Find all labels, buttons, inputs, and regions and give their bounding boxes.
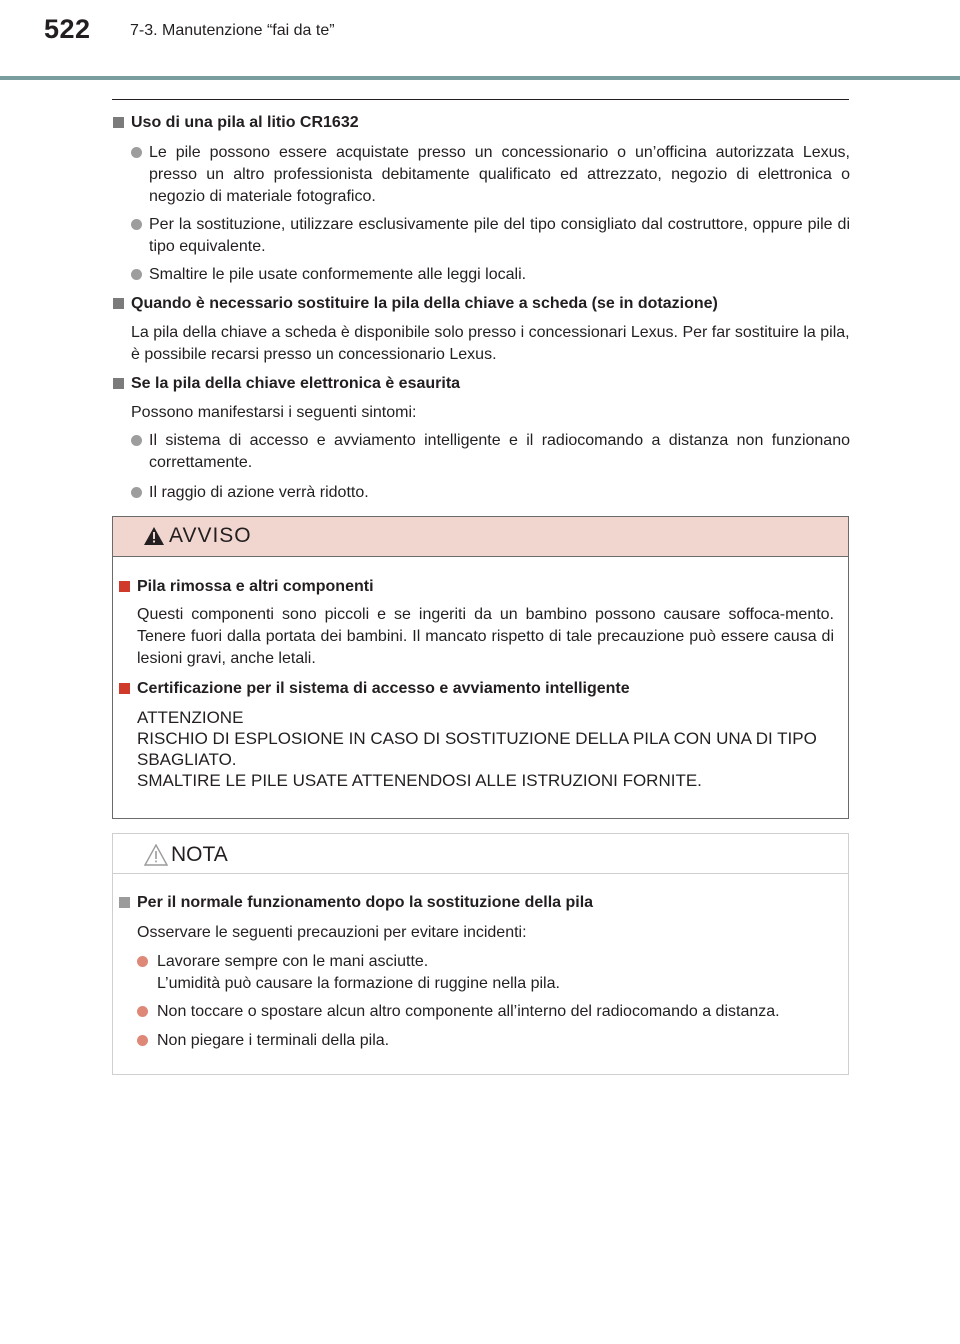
bullet-dot-icon xyxy=(131,435,142,446)
section-heading: Se la pila della chiave elettronica è esaurita xyxy=(113,373,850,395)
warning-item-text: Questi componenti sono piccoli e se ingeriti da un bambino possono causare soffoca-mento. Tenere fuori dalla portata dei bambini. Il mancato rispetto di tale precauzione può essere causa di lesioni gravi, anche letali. xyxy=(137,606,834,667)
section-title: 7-3. Manutenzione “fai da te” xyxy=(130,22,335,39)
header-rule xyxy=(0,76,960,80)
list-item-text: Lavorare sempre con le mani asciutte. xyxy=(157,953,429,970)
list-item-text: Per la sostituzione, utilizzare esclusivamente pile del tipo consigliato dal costruttore, oppure pile di tipo equivalente. xyxy=(149,216,850,255)
list-item-text: Le pile possono essere acquistate presso un concessionario o un’officina autorizzata Lexus, presso un altro professionista debitamente qualificato ed attrezzato, negozio di elettronica o negozio di materiale fotografico. xyxy=(149,144,850,205)
list-item-text: Il sistema di accesso e avviamento intelligente e il radiocomando a distanza non funzionano correttamente. xyxy=(149,432,850,471)
paragraph: Possono manifestarsi i seguenti sintomi: xyxy=(131,404,417,421)
warning-caps-line: SMALTIRE LE PILE USATE ATTENENDOSI ALLE ISTRUZIONI FORNITE. xyxy=(137,771,702,790)
list-item-text: Non toccare o spostare alcun altro componente all’interno del radiocomando a distanza. xyxy=(157,1003,780,1020)
list-item xyxy=(113,142,850,208)
section-heading: Uso di una pila al litio CR1632 xyxy=(113,112,850,134)
bullet-dot-icon xyxy=(131,487,142,498)
notice-title: NOTA xyxy=(171,843,228,866)
square-bullet-icon xyxy=(113,117,124,128)
warning-box xyxy=(112,516,849,819)
lithium-section xyxy=(113,112,850,134)
list-item-text: Il raggio di azione verrà ridotto. xyxy=(149,484,369,501)
warning-title: AVVISO xyxy=(169,524,252,547)
list-item xyxy=(113,214,850,258)
section-heading: Quando è necessario sostituire la pila della chiave a scheda (se in dotazione) xyxy=(113,293,850,315)
caution-triangle-icon xyxy=(144,844,168,866)
bullet-dot-icon xyxy=(137,956,148,967)
notice-box xyxy=(112,833,849,1075)
list-item xyxy=(113,482,850,504)
bullet-dot-icon xyxy=(131,147,142,158)
list-item-text: Non piegare i terminali della pila. xyxy=(157,1032,390,1049)
square-bullet-icon xyxy=(119,897,130,908)
list-item xyxy=(113,1001,848,1023)
list-item xyxy=(113,430,850,474)
warning-item-heading: Pila rimossa e altri componenti xyxy=(113,576,848,598)
square-bullet-icon xyxy=(113,378,124,389)
warning-caps-line: RISCHIO DI ESPLOSIONE IN CASO DI SOSTITUZIONE DELLA PILA CON UNA DI TIPO SBAGLIATO. xyxy=(137,729,817,769)
page-number: 522 xyxy=(44,14,91,44)
warning-triangle-icon xyxy=(144,527,164,545)
card-key-section xyxy=(113,293,850,315)
notice-heading: Per il normale funzionamento dopo la sostituzione della pila xyxy=(113,892,848,914)
list-item xyxy=(113,951,848,995)
content-top-rule xyxy=(112,99,849,100)
paragraph: La pila della chiave a scheda è disponibile solo presso i concessionari Lexus. Per far sostituire la pila, è possibile recarsi presso un concessionario Lexus. xyxy=(131,324,850,363)
depleted-section xyxy=(113,373,850,395)
list-item-subtext: L’umidità può causare la formazione di ruggine nella pila. xyxy=(157,975,560,992)
bullet-dot-icon xyxy=(131,219,142,230)
list-item xyxy=(113,264,850,286)
square-bullet-icon xyxy=(113,298,124,309)
notice-header xyxy=(113,834,848,874)
bullet-dot-icon xyxy=(131,269,142,280)
warning-header xyxy=(113,517,848,557)
warning-caps-line: ATTENZIONE xyxy=(137,708,244,727)
list-item xyxy=(113,1030,848,1052)
square-bullet-icon xyxy=(119,581,130,592)
notice-intro: Osservare le seguenti precauzioni per evitare incidenti: xyxy=(137,924,527,941)
warning-item-heading: Certificazione per il sistema di accesso e avviamento intelligente xyxy=(113,678,848,700)
page-header xyxy=(0,0,960,80)
bullet-dot-icon xyxy=(137,1006,148,1017)
bullet-dot-icon xyxy=(137,1035,148,1046)
list-item-text: Smaltire le pile usate conformemente alle leggi locali. xyxy=(149,266,527,283)
square-bullet-icon xyxy=(119,683,130,694)
